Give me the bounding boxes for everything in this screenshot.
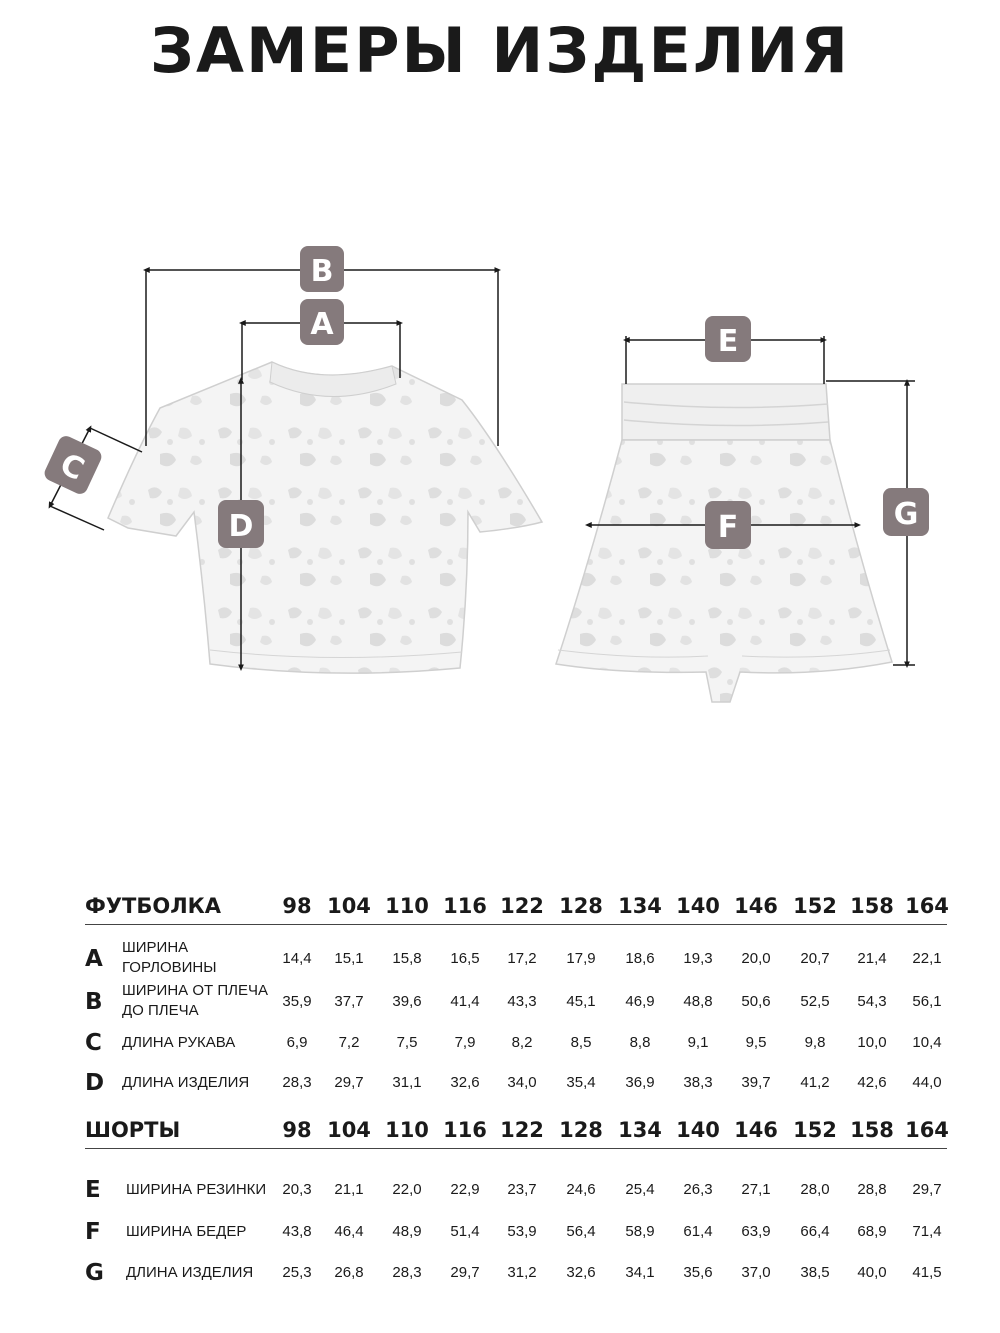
table-cell: 22,1 — [912, 950, 942, 967]
table-cell: 43,3 — [507, 993, 537, 1010]
shorts-header — [85, 1118, 950, 1148]
size-header: 146 — [734, 894, 778, 918]
table-cell: 23,7 — [507, 1181, 537, 1198]
tshirt-header — [85, 894, 950, 924]
table-cell: 10,0 — [857, 1034, 887, 1051]
row-label-line: ДО ПЛЕЧА — [122, 1002, 199, 1019]
table-cell: 8,5 — [570, 1034, 592, 1051]
label-e: E — [717, 324, 739, 359]
table-cell: 16,5 — [450, 950, 480, 967]
table-cell: 9,8 — [804, 1034, 826, 1051]
label-f: F — [717, 510, 739, 545]
table-cell: 31,2 — [507, 1264, 537, 1281]
table-cell: 37,7 — [334, 993, 364, 1010]
row-label — [126, 1263, 286, 1283]
table-cell: 40,0 — [857, 1264, 887, 1281]
row-letter: E — [85, 1177, 101, 1203]
label-b: B — [310, 254, 334, 289]
table-cell: 21,1 — [334, 1181, 364, 1198]
row-letter: A — [85, 946, 103, 972]
table-cell: 8,8 — [629, 1034, 651, 1051]
size-header: 122 — [500, 1118, 544, 1142]
row-label-line: ДЛИНА ИЗДЕЛИЯ — [126, 1264, 254, 1281]
table-cell: 22,0 — [392, 1181, 422, 1198]
row-label-line: ШИРИНА БЕДЕР — [126, 1223, 247, 1240]
table-cell: 19,3 — [683, 950, 713, 967]
table-cell: 25,3 — [282, 1264, 312, 1281]
label-g: G — [893, 497, 919, 532]
table-cell: 66,4 — [800, 1223, 830, 1240]
table-cell: 27,1 — [741, 1181, 771, 1198]
table-cell: 17,2 — [507, 950, 537, 967]
row-label-line: ДЛИНА ИЗДЕЛИЯ — [122, 1074, 250, 1091]
table-cell: 41,5 — [912, 1264, 942, 1281]
table-cell: 31,1 — [392, 1074, 422, 1091]
table-cell: 9,1 — [687, 1034, 709, 1051]
row-letter: B — [85, 989, 103, 1015]
size-header: 152 — [793, 894, 837, 918]
table-cell: 46,9 — [625, 993, 655, 1010]
label-c: C — [54, 446, 90, 488]
table-cell: 35,4 — [566, 1074, 596, 1091]
size-header: 98 — [282, 1118, 312, 1142]
row-label — [126, 1222, 286, 1242]
label-d: D — [228, 509, 254, 544]
size-header: 140 — [676, 1118, 720, 1142]
table-cell: 39,6 — [392, 993, 422, 1010]
size-header: 134 — [618, 1118, 662, 1142]
size-header: 128 — [559, 1118, 603, 1142]
row-label-line: ШИРИНА — [122, 939, 189, 956]
size-header: 116 — [443, 894, 487, 918]
table-cell: 38,5 — [800, 1264, 830, 1281]
table-cell: 34,0 — [507, 1074, 537, 1091]
size-header: 146 — [734, 1118, 778, 1142]
table-cell: 50,6 — [741, 993, 771, 1010]
table-cell: 35,6 — [683, 1264, 713, 1281]
row-letter: D — [85, 1070, 105, 1096]
table-cell: 53,9 — [507, 1223, 537, 1240]
label-a: A — [310, 307, 334, 342]
row-label-line: ШИРИНА ОТ ПЛЕЧА — [122, 982, 268, 999]
table-cell: 29,7 — [334, 1074, 364, 1091]
page-title: ЗАМЕРЫ ИЗДЕЛИЯ — [150, 14, 850, 87]
table-cell: 46,4 — [334, 1223, 364, 1240]
table-cell: 32,6 — [450, 1074, 480, 1091]
table-cell: 22,9 — [450, 1181, 480, 1198]
table-cell: 36,9 — [625, 1074, 655, 1091]
size-header: 134 — [618, 894, 662, 918]
table-cell: 51,4 — [450, 1223, 480, 1240]
size-header: 110 — [385, 894, 429, 918]
table-cell: 35,9 — [282, 993, 312, 1010]
size-header: 164 — [905, 1118, 949, 1142]
table-cell: 28,3 — [392, 1264, 422, 1281]
table-cell: 32,6 — [566, 1264, 596, 1281]
table-cell: 7,2 — [338, 1034, 360, 1051]
table-cell: 15,1 — [334, 950, 364, 967]
table-cell: 28,3 — [282, 1074, 312, 1091]
table-cell: 15,8 — [392, 950, 422, 967]
row-label — [126, 1180, 286, 1200]
row-letter: C — [85, 1030, 102, 1056]
row-letter: F — [85, 1219, 101, 1245]
size-header: 158 — [850, 1118, 894, 1142]
table-cell: 25,4 — [625, 1181, 655, 1198]
table-cell: 54,3 — [857, 993, 887, 1010]
table-cell: 61,4 — [683, 1223, 713, 1240]
table-cell: 44,0 — [912, 1074, 942, 1091]
table-cell: 24,6 — [566, 1181, 596, 1198]
table-cell: 43,8 — [282, 1223, 312, 1240]
table-cell: 56,1 — [912, 993, 942, 1010]
table-cell: 41,2 — [800, 1074, 830, 1091]
table-cell: 28,0 — [800, 1181, 830, 1198]
size-header: 116 — [443, 1118, 487, 1142]
table-cell: 34,1 — [625, 1264, 655, 1281]
table-cell: 8,2 — [511, 1034, 533, 1051]
table-cell: 42,6 — [857, 1074, 887, 1091]
row-label-line: ДЛИНА РУКАВА — [122, 1034, 236, 1051]
table-cell: 28,8 — [857, 1181, 887, 1198]
table-cell: 21,4 — [857, 950, 887, 967]
size-header: 152 — [793, 1118, 837, 1142]
row-label — [122, 1033, 282, 1053]
size-header: 164 — [905, 894, 949, 918]
table-cell: 29,7 — [450, 1264, 480, 1281]
table-cell: 71,4 — [912, 1223, 942, 1240]
row-label — [122, 938, 282, 978]
table-cell: 38,3 — [683, 1074, 713, 1091]
table-cell: 9,5 — [745, 1034, 767, 1051]
shorts-title: ШОРТЫ — [85, 1118, 181, 1142]
table-cell: 63,9 — [741, 1223, 771, 1240]
size-header: 104 — [327, 1118, 371, 1142]
tshirt-title: ФУТБОЛКА — [85, 894, 222, 918]
table-cell: 7,5 — [396, 1034, 418, 1051]
table-cell: 58,9 — [625, 1223, 655, 1240]
table-cell: 29,7 — [912, 1181, 942, 1198]
row-label-line: ГОРЛОВИНЫ — [122, 959, 217, 976]
table-cell: 56,4 — [566, 1223, 596, 1240]
size-header: 104 — [327, 894, 371, 918]
table-cell: 14,4 — [282, 950, 312, 967]
size-header: 128 — [559, 894, 603, 918]
table-divider — [85, 924, 947, 925]
row-letter: G — [85, 1260, 104, 1286]
table-cell: 68,9 — [857, 1223, 887, 1240]
size-header: 122 — [500, 894, 544, 918]
table-cell: 20,7 — [800, 950, 830, 967]
table-cell: 39,7 — [741, 1074, 771, 1091]
size-header: 110 — [385, 1118, 429, 1142]
table-cell: 20,0 — [741, 950, 771, 967]
table-cell: 6,9 — [286, 1034, 308, 1051]
row-label-line: ШИРИНА РЕЗИНКИ — [126, 1181, 267, 1198]
table-cell: 18,6 — [625, 950, 655, 967]
table-cell: 52,5 — [800, 993, 830, 1010]
size-header: 98 — [282, 894, 312, 918]
table-cell: 48,8 — [683, 993, 713, 1010]
table-cell: 7,9 — [454, 1034, 476, 1051]
table-cell: 10,4 — [912, 1034, 942, 1051]
row-label — [122, 981, 282, 1021]
size-header: 140 — [676, 894, 720, 918]
size-header: 158 — [850, 894, 894, 918]
table-cell: 20,3 — [282, 1181, 312, 1198]
tshirt-illustration — [108, 362, 542, 673]
table-cell: 26,3 — [683, 1181, 713, 1198]
table-cell: 45,1 — [566, 993, 596, 1010]
table-cell: 26,8 — [334, 1264, 364, 1281]
table-cell: 17,9 — [566, 950, 596, 967]
table-cell: 41,4 — [450, 993, 480, 1010]
table-divider — [85, 1148, 947, 1149]
row-label — [122, 1073, 282, 1093]
table-cell: 48,9 — [392, 1223, 422, 1240]
table-cell: 37,0 — [741, 1264, 771, 1281]
